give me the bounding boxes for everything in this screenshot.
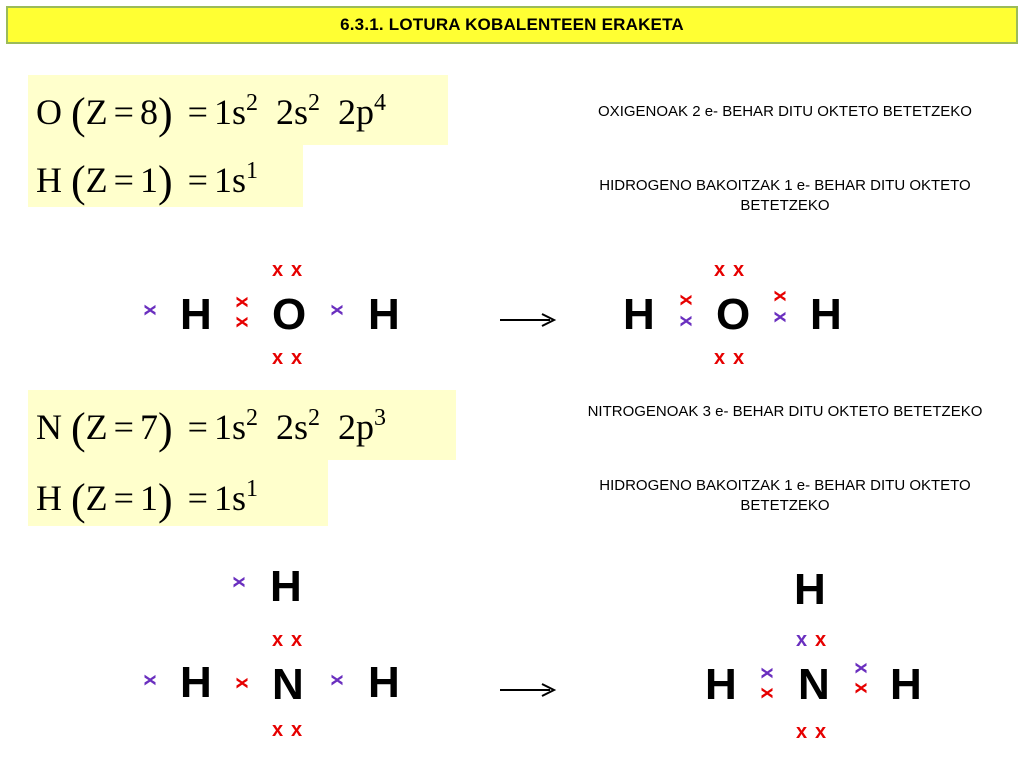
- electron-o: x: [272, 347, 284, 369]
- note-oxygen: OXIGENOAK 2 e- BEHAR DITU OKTETO BETETZEKO: [598, 103, 972, 120]
- atom-h-left: H: [705, 660, 737, 709]
- electron-config-hydrogen-water: H $(Z = 1) = 1s^1$: [36, 157, 258, 206]
- electron-n: x: [815, 629, 827, 651]
- atom-n: N: [798, 660, 830, 709]
- electron-h: x: [326, 304, 349, 316]
- electron-o: x: [714, 259, 726, 281]
- electron-o: x: [231, 296, 254, 308]
- reaction-arrow-ammonia: [498, 680, 558, 700]
- note-nitrogen: NITROGENOAK 3 e- BEHAR DITU OKTETO BETETZEKO: [587, 403, 983, 420]
- electron-n: x: [272, 629, 284, 651]
- atom-h-left: H: [180, 658, 212, 707]
- electron-h: x: [756, 667, 779, 679]
- electron-o: x: [733, 347, 745, 369]
- atom-h-left: H: [623, 290, 655, 339]
- electron-n: x: [796, 721, 808, 743]
- atom-h-right: H: [368, 658, 400, 707]
- atom-o: O: [716, 290, 751, 339]
- atom-h-top: H: [270, 562, 302, 611]
- atom-h-right: H: [890, 660, 922, 709]
- electron-n: x: [272, 719, 284, 741]
- electron-n: x: [291, 719, 303, 741]
- electron-h: x: [139, 304, 162, 316]
- electron-o: x: [291, 347, 303, 369]
- electron-o: x: [231, 316, 254, 328]
- electron-h: x: [228, 576, 251, 588]
- electron-h: x: [139, 674, 162, 686]
- atom-h-top: H: [794, 565, 826, 614]
- electron-o: x: [714, 347, 726, 369]
- electron-o: x: [733, 259, 745, 281]
- note-hydrogen-water: HIDROGENO BAKOITZAK 1 e- BEHAR DITU OKTETO BETETZEKO: [599, 177, 971, 214]
- electron-n: x: [815, 721, 827, 743]
- note-hydrogen-ammonia: HIDROGENO BAKOITZAK 1 e- BEHAR DITU OKTETO BETETZEKO: [599, 477, 971, 514]
- electron-o: x: [675, 294, 698, 306]
- electron-h: x: [675, 315, 698, 327]
- title-bar: [6, 6, 1018, 44]
- electron-o: x: [272, 259, 284, 281]
- electron-o: x: [291, 259, 303, 281]
- atom-h-left: H: [180, 290, 212, 339]
- electron-n: x: [231, 677, 254, 689]
- atom-h-right: H: [368, 290, 400, 339]
- electron-h: x: [850, 662, 873, 674]
- reaction-arrow-water: [498, 310, 558, 330]
- atom-n: N: [272, 660, 304, 709]
- electron-config-hydrogen-ammonia: H $(Z = 1) = 1s^1$: [36, 475, 258, 524]
- atom-o: O: [272, 290, 307, 339]
- electron-n: x: [850, 682, 873, 694]
- page-title: 6.3.1. LOTURA KOBALENTEEN ERAKETA: [340, 15, 684, 34]
- electron-n: x: [291, 629, 303, 651]
- atom-h-right: H: [810, 290, 842, 339]
- electron-h: x: [796, 629, 808, 651]
- electron-config-nitrogen: N $(Z = 7) = 1s^2$ $2s^2$ $2p^3$: [36, 404, 386, 453]
- electron-config-oxygen: O $(Z = 8) = 1s^2$ $2s^2$ $2p^4$: [36, 89, 386, 138]
- electron-h: x: [769, 311, 792, 323]
- electron-o: x: [769, 290, 792, 302]
- electron-h: x: [326, 674, 349, 686]
- electron-n: x: [756, 687, 779, 699]
